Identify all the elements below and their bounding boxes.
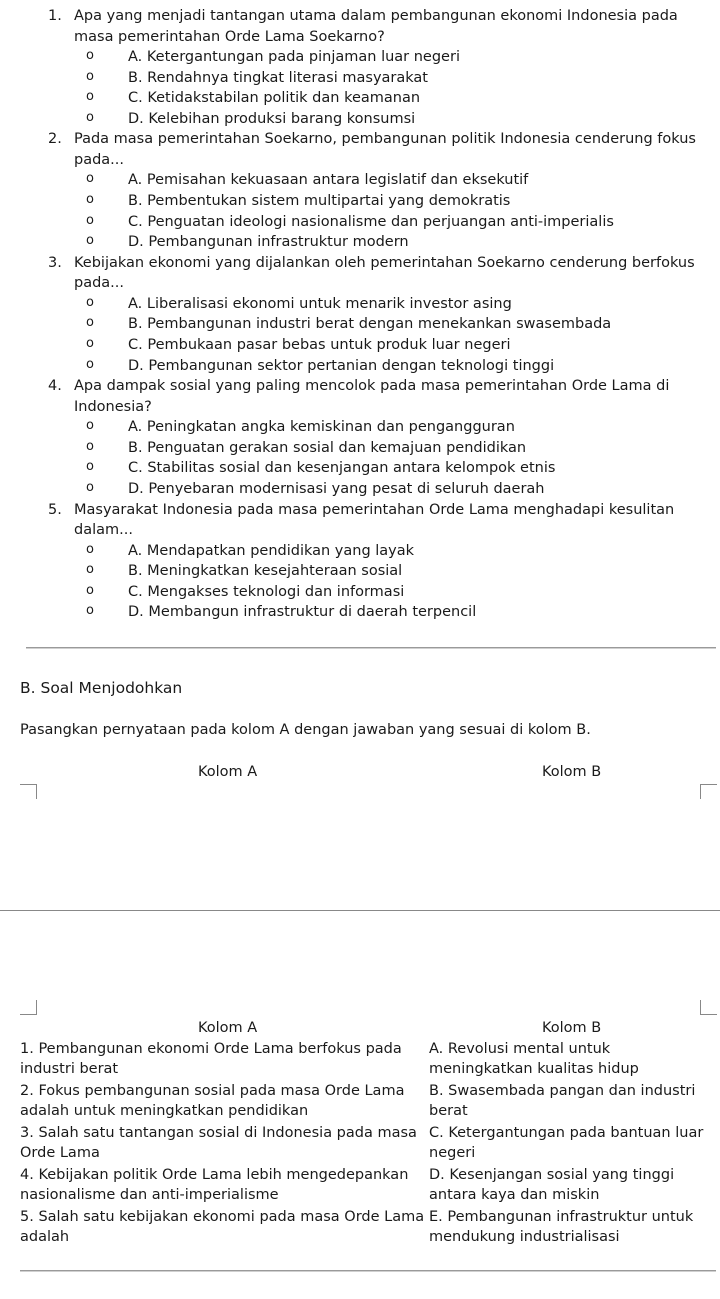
option: o B. Pembentukan sistem multipartai yang demokratis — [128, 191, 708, 212]
option-list — [74, 170, 708, 252]
option: o D. Pembangunan infrastruktur modern — [128, 232, 708, 253]
table-row — [0, 1040, 720, 1082]
column-a-cell: 3. Salah satu tantangan sosial di Indonesia pada masa Orde Lama — [20, 1125, 417, 1161]
question-3 — [0, 253, 720, 376]
question-text: Kebijakan ekonomi yang dijalankan oleh pemerintahan Soekarno cenderung berfokus pada... — [74, 254, 695, 292]
table-corner — [700, 1000, 717, 1015]
option-list — [74, 541, 708, 623]
bottom-divider — [20, 1270, 716, 1272]
question-4 — [0, 376, 720, 499]
option: o A. Pemisahan kekuasaan antara legislatif dan eksekutif — [128, 170, 708, 191]
option: o A. Peningkatan angka kemiskinan dan pengangguran — [128, 417, 708, 438]
option: o C. Stabilitas sosial dan kesenjangan antara kelompok etnis — [128, 458, 708, 479]
option: o B. Meningkatkan kesejahteraan sosial — [128, 561, 708, 582]
question-text: Masyarakat Indonesia pada masa pemerintahan Orde Lama menghadapi kesulitan dalam... — [74, 501, 675, 538]
column-b-cell: C. Ketergantungan pada bantuan luar negeri — [429, 1125, 704, 1161]
column-a-cell: 2. Fokus pembangunan sosial pada masa Orde Lama adalah untuk meningkatkan pendidikan — [20, 1083, 405, 1119]
option-list — [74, 294, 708, 376]
option: o D. Membangun infrastruktur di daerah terpencil — [128, 602, 708, 623]
option: o D. Kelebihan produksi barang konsumsi — [128, 109, 708, 130]
column-b-cell: B. Swasembada pangan dan industri berat — [429, 1083, 696, 1119]
column-b-cell: D. Kesenjangan sosial yang tinggi antara kaya dan miskin — [429, 1167, 675, 1203]
table-row — [0, 1124, 720, 1166]
question-number: 4. — [48, 378, 62, 395]
question-number: 1. — [48, 8, 62, 24]
table-corner — [20, 1000, 37, 1015]
table-line — [0, 910, 720, 911]
section-instruction: Pasangkan pernyataan pada kolom A dengan jawaban yang sesuai di kolom B. — [20, 722, 591, 738]
matching-table — [0, 1040, 720, 1250]
section-title: B. Soal Menjodohkan — [20, 679, 183, 697]
question-number: 2. — [48, 131, 62, 148]
table-corner — [20, 784, 37, 799]
option: o C. Mengakses teknologi dan informasi — [128, 582, 708, 603]
column-b-cell: E. Pembangunan infrastruktur untuk mendukung industrialisasi — [429, 1209, 694, 1245]
table-corner — [700, 784, 717, 799]
column-a-cell: 5. Salah satu kebijakan ekonomi pada masa Orde Lama adalah — [20, 1209, 425, 1245]
question-5 — [0, 500, 720, 623]
option: o B. Rendahnya tingkat literasi masyarakat — [128, 68, 708, 89]
question-number: 5. — [48, 501, 62, 518]
question-2 — [0, 129, 720, 252]
question-text: Apa dampak sosial yang paling mencolok pada masa pemerintahan Orde Lama di Indonesia? — [74, 378, 670, 415]
column-a-cell: 4. Kebijakan politik Orde Lama lebih mengedepankan nasionalisme dan anti-imperialisme — [20, 1167, 409, 1203]
column-b-header: Kolom B — [542, 764, 602, 780]
option: o A. Ketergantungan pada pinjaman luar negeri — [128, 47, 708, 68]
option: o C. Ketidakstabilan politik dan keamanan — [128, 88, 708, 109]
question-list — [0, 6, 720, 623]
column-a-cell: 1. Pembangunan ekonomi Orde Lama berfokus pada industri berat — [20, 1041, 402, 1077]
option: o A. Liberalisasi ekonomi untuk menarik investor asing — [128, 294, 708, 315]
option: o C. Pembukaan pasar bebas untuk produk luar negeri — [128, 335, 708, 356]
option: o B. Penguatan gerakan sosial dan kemajuan pendidikan — [128, 438, 708, 459]
option-list — [74, 417, 708, 499]
option-list — [74, 47, 708, 129]
question-1 — [0, 6, 720, 129]
option: o D. Penyebaran modernisasi yang pesat di seluruh daerah — [128, 479, 708, 500]
matching-column-b-header: Kolom B — [542, 1020, 602, 1036]
table-row — [0, 1082, 720, 1124]
column-a-header: Kolom A — [198, 764, 258, 780]
question-number: 3. — [48, 254, 62, 271]
option: o D. Pembangunan sektor pertanian dengan teknologi tinggi — [128, 356, 708, 377]
option: o C. Penguatan ideologi nasionalisme dan perjuangan anti-imperialis — [128, 212, 708, 233]
matching-column-a-header: Kolom A — [198, 1020, 258, 1036]
section-divider — [26, 647, 716, 649]
column-b-cell: A. Revolusi mental untuk meningkatkan kualitas hidup — [429, 1041, 639, 1077]
option: o B. Pembangunan industri berat dengan menekankan swasembada — [128, 314, 708, 335]
question-text: Pada masa pemerintahan Soekarno, pembangunan politik Indonesia cenderung fokus pada... — [74, 131, 696, 168]
table-row — [0, 1166, 720, 1208]
question-text: Apa yang menjadi tantangan utama dalam pembangunan ekonomi Indonesia pada masa pemerintahan Orde Lama Soekarno? — [74, 8, 678, 45]
option: o A. Mendapatkan pendidikan yang layak — [128, 541, 708, 562]
table-row — [0, 1208, 720, 1250]
